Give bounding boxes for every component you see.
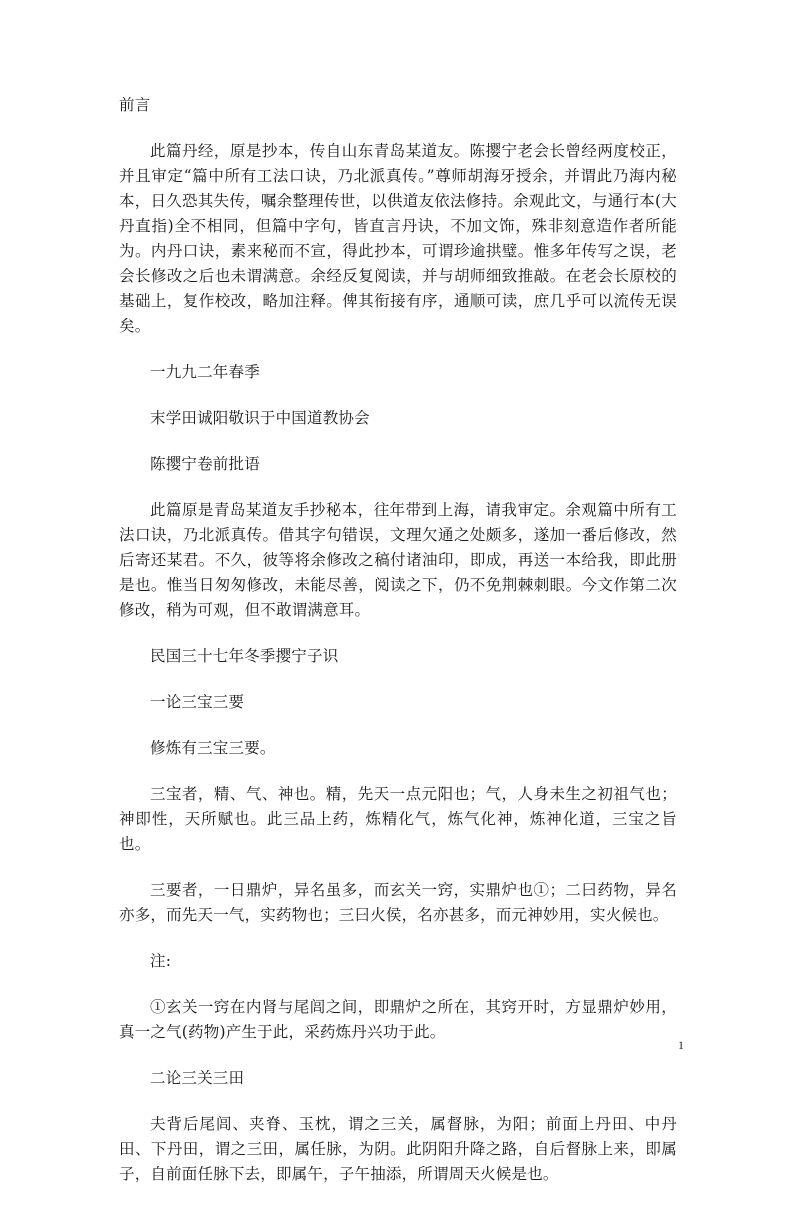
chapter-1-title: 一论三宝三要	[150, 693, 245, 711]
annotation-title: 陈撄宁卷前批语	[150, 455, 260, 473]
three-essentials-paragraph: 三要者，一日鼎炉，异名虽多，而玄关一窍，实鼎炉也①；二曰药物，异名亦多，而先天一气，实药物也；三曰火侯，名亦甚多，而元神妙用，实火候也。	[119, 881, 677, 924]
preface-title: 前言	[119, 96, 151, 114]
annotation-signature: 民国三十七年冬季撄宁子识	[150, 647, 339, 665]
chapter-2-title: 二论三关三田	[150, 1069, 245, 1087]
chapter-1-intro: 修炼有三宝三要。	[150, 739, 276, 757]
footnote-1: ①玄关一窍在内肾与尾闾之间，即鼎炉之所在，其窍开时，方显鼎炉妙用，真一之气(药物)产生于此，采药炼丹兴功于此。	[119, 998, 677, 1041]
annotation-paragraph: 此篇原是青岛某道友手抄秘本，往年带到上海，请我审定。余观篇中所有工法口诀，乃北派真传。借其字句错误，文理欠通之处颇多，遂加一番后修改，然后寄还某君。不久，彼等将余修改之稿付诸油印，即成，再送一本给我，即此册是也。惟当日匆匆修改，未能尽善，阅读之下，仍不免荆棘刺眼。今文作第二次修改，稍为可观，但不敢谓满意耳。	[119, 501, 677, 619]
preface-signature: 末学田诚阳敬识于中国道教协会	[150, 409, 370, 427]
three-passes-paragraph: 夫背后尾闾、夹脊、玉枕，谓之三关，属督脉，为阳；前面上丹田、中丹田、下丹田，谓之三田，属任脉，为阴。此阴阳升降之路，自后督脉上来，即属子，自前面任脉下去，即属午，子午抽添，所谓周天火候是也。	[119, 1115, 677, 1183]
document-page	[119, 93, 677, 1208]
page-number: 1	[678, 1038, 684, 1052]
three-treasures-paragraph: 三宝者，精、气、神也。精，先天一点元阳也；气，人身未生之初祖气也；神即性，天所赋也。此三品上药，炼精化气，炼气化神，炼神化道，三宝之旨也。	[119, 785, 677, 853]
preface-date: 一九九二年春季	[150, 363, 260, 381]
notes-label: 注:	[150, 952, 172, 970]
preface-paragraph: 此篇丹经，原是抄本，传自山东青岛某道友。陈撄宁老会长曾经两度校正，并且审定“篇中所有工法口诀，乃北派真传。”尊师胡海牙授余，并谓此乃海内秘本，日久恐其失传，嘱余整理传世，以供道友依法修持。余观此文，与通行本(大丹直指)全不相同，但篇中字句，皆直言丹诀，不加文饰，殊非刻意造作者所能为。内丹口诀，素来秘而不宣，得此抄本，可谓珍逾拱璧。惟多年传写之误，老会长修改之后也未谓满意。余经反复阅读，并与胡师细致推敲。在老会长原校的基础上，复作校改，略加注释。俾其衔接有序，通顺可读，庶几乎可以流传无误矣。	[119, 142, 677, 335]
